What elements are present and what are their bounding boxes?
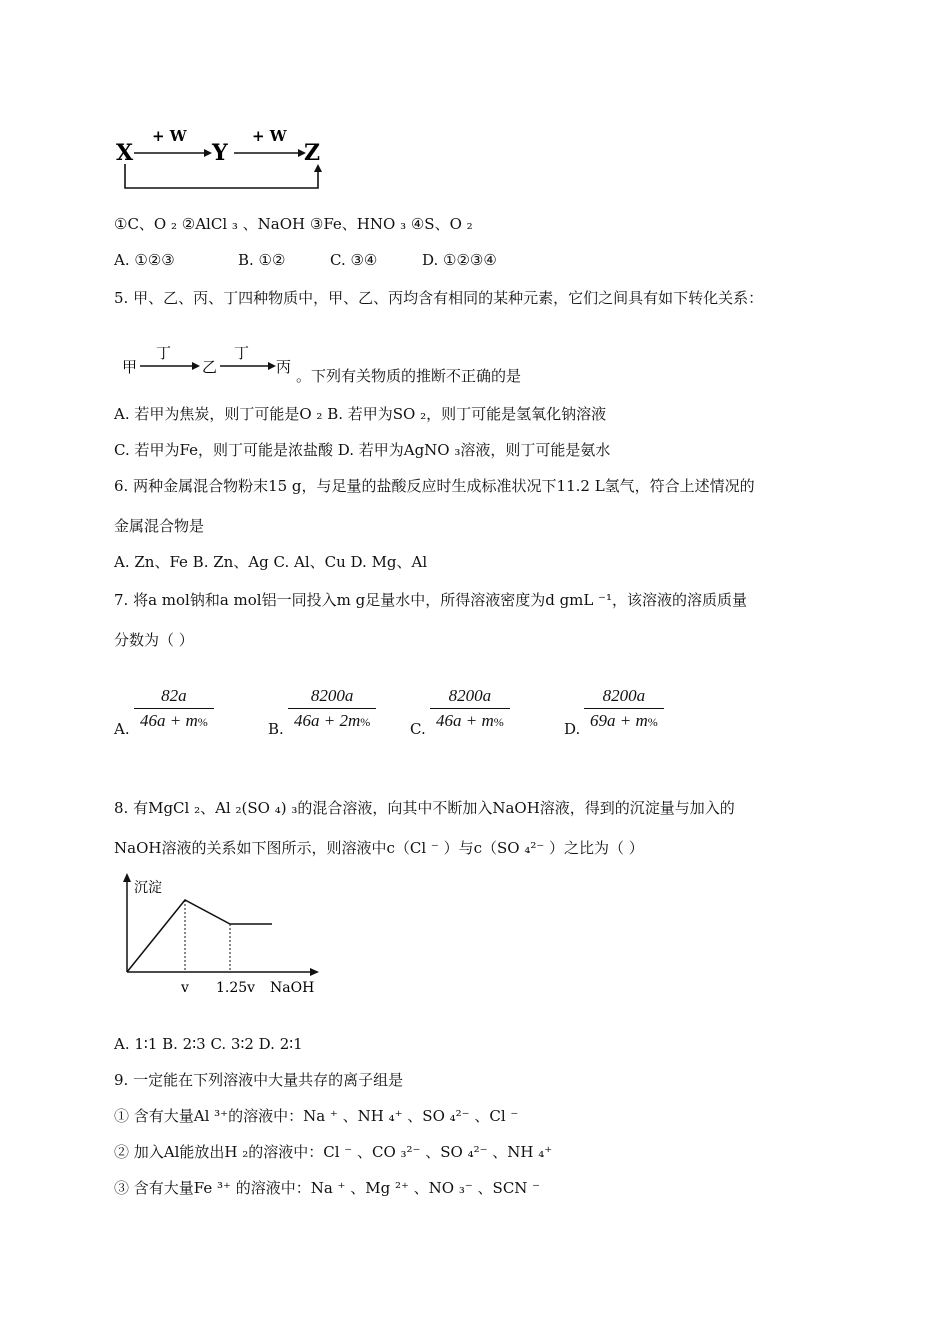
q7-option-b-numerator: 8200a: [310, 686, 354, 705]
q7-option-d-denominator: 69a + m%: [584, 708, 664, 731]
q7-option-b-label[interactable]: B.: [268, 720, 284, 738]
q7-option-a-numerator: 82a: [161, 686, 187, 705]
q7-option-d-fraction[interactable]: [584, 686, 664, 731]
q4-option-a[interactable]: A. ①②③: [114, 251, 175, 269]
y-axis-label: 沉淀: [134, 880, 162, 896]
x-axis-label: NaOH: [270, 980, 315, 996]
q7-option-d-numerator: 8200a: [602, 686, 646, 705]
q6-options[interactable]: A. Zn、Fe B. Zn、Ag C. Al、Cu D. Mg、Al: [114, 553, 428, 571]
arrow-x-z: [125, 164, 318, 188]
q7-stem-line1: 7. 将a mol钠和a mol铝一同投入m g足量水中，所得溶液密度为d gmL ⁻¹，该溶液的溶质质量: [114, 591, 748, 609]
chain-arrow-head-2: [268, 362, 276, 370]
q4-items: ①C、O ₂ ②AlCl ₃ 、NaOH ③Fe、HNO ₃ ④S、O ₂: [114, 215, 473, 233]
q7-stem-line2: 分数为（ ）: [114, 631, 194, 649]
chain-arrow-label-1: 丁: [156, 344, 172, 362]
conversion-diagram-chain: [120, 342, 310, 382]
arrow-head-1: [204, 149, 212, 157]
chain-node-b: 乙: [202, 358, 218, 376]
precipitate-chart: [112, 872, 332, 1000]
q7-option-c-fraction[interactable]: [430, 686, 510, 731]
q6-stem-line1: 6. 两种金属混合物粉末15 g，与足量的盐酸反应时生成标准状况下11.2 L氢气，符合上述情况的: [114, 477, 755, 495]
y-axis-arrow: [123, 873, 131, 882]
q7-option-c-numerator: 8200a: [448, 686, 492, 705]
x-axis-arrow: [310, 968, 319, 976]
q7-option-d-label[interactable]: D.: [564, 720, 581, 738]
q4-option-c[interactable]: C. ③④: [330, 251, 378, 269]
node-x: X: [116, 140, 134, 166]
q4-option-b[interactable]: B. ①②: [238, 251, 286, 269]
q7-option-b-denominator: 46a + 2m%: [288, 708, 376, 731]
node-y: Y: [212, 140, 228, 166]
q5-options-ab[interactable]: A. 若甲为焦炭，则丁可能是O ₂ B. 若甲为SO ₂，则丁可能是氢氧化钠溶液: [114, 405, 607, 423]
q6-stem-line2: 金属混合物是: [114, 517, 205, 535]
q8-options[interactable]: A. 1∶1 B. 2∶3 C. 3∶2 D. 2∶1: [114, 1035, 303, 1053]
q9-item-3[interactable]: ③ 含有大量Fe ³⁺ 的溶液中：Na ⁺ 、Mg ²⁺ 、NO ₃⁻ 、SCN ⁻: [114, 1179, 541, 1197]
q9-stem: 9. 一定能在下列溶液中大量共存的离子组是: [114, 1071, 404, 1089]
arrow-label-1: + W: [152, 127, 187, 145]
q7-option-a-label[interactable]: A.: [114, 720, 130, 738]
chain-arrow-head-1: [192, 362, 200, 370]
q8-stem-line2: NaOH溶液的关系如下图所示，则溶液中c（Cl ⁻ ）与c（SO ₄²⁻ ）之比为（ ）: [114, 839, 644, 857]
chain-node-c: 丙: [276, 358, 292, 376]
q7-option-a-fraction[interactable]: [134, 686, 214, 731]
precipitate-curve: [127, 900, 272, 972]
q5-after-chain: 。下列有关物质的推断不正确的是: [296, 367, 522, 385]
q4-options: [114, 250, 497, 270]
q9-item-1[interactable]: ① 含有大量Al ³⁺的溶液中：Na ⁺ 、NH ₄⁺ 、SO ₄²⁻ 、Cl ⁻: [114, 1107, 519, 1125]
chain-node-a: 甲: [122, 358, 138, 376]
q8-stem-line1: 8. 有MgCl ₂、Al ₂(SO ₄) ₃的混合溶液，向其中不断加入NaOH溶液，得到的沉淀量与加入的: [114, 799, 735, 817]
q9-item-2[interactable]: ② 加入Al能放出H ₂的溶液中：Cl ⁻ 、CO ₃²⁻ 、SO ₄²⁻ 、NH ₄⁺: [114, 1143, 553, 1161]
q7-option-b-fraction[interactable]: [288, 686, 376, 731]
x-tick-v: v: [181, 980, 189, 996]
x-tick-1-25v: 1.25v: [216, 980, 256, 996]
q4-option-d[interactable]: D. ①②③④: [422, 251, 497, 269]
q7-option-c-denominator: 46a + m%: [430, 708, 510, 731]
q7-option-c-label[interactable]: C.: [410, 720, 426, 738]
chain-arrow-label-2: 丁: [234, 344, 250, 362]
conversion-diagram-xyz: [112, 122, 332, 194]
arrow-label-2: + W: [252, 127, 287, 145]
q5-options-cd[interactable]: C. 若甲为Fe，则丁可能是浓盐酸 D. 若甲为AgNO ₃溶液，则丁可能是氨水: [114, 441, 611, 459]
q7-option-a-denominator: 46a + m%: [134, 708, 214, 731]
q5-stem: 5. 甲、乙、丙、丁四种物质中，甲、乙、丙均含有相同的某种元素，它们之间具有如下转化关系：: [114, 289, 764, 307]
node-z: Z: [304, 140, 321, 166]
